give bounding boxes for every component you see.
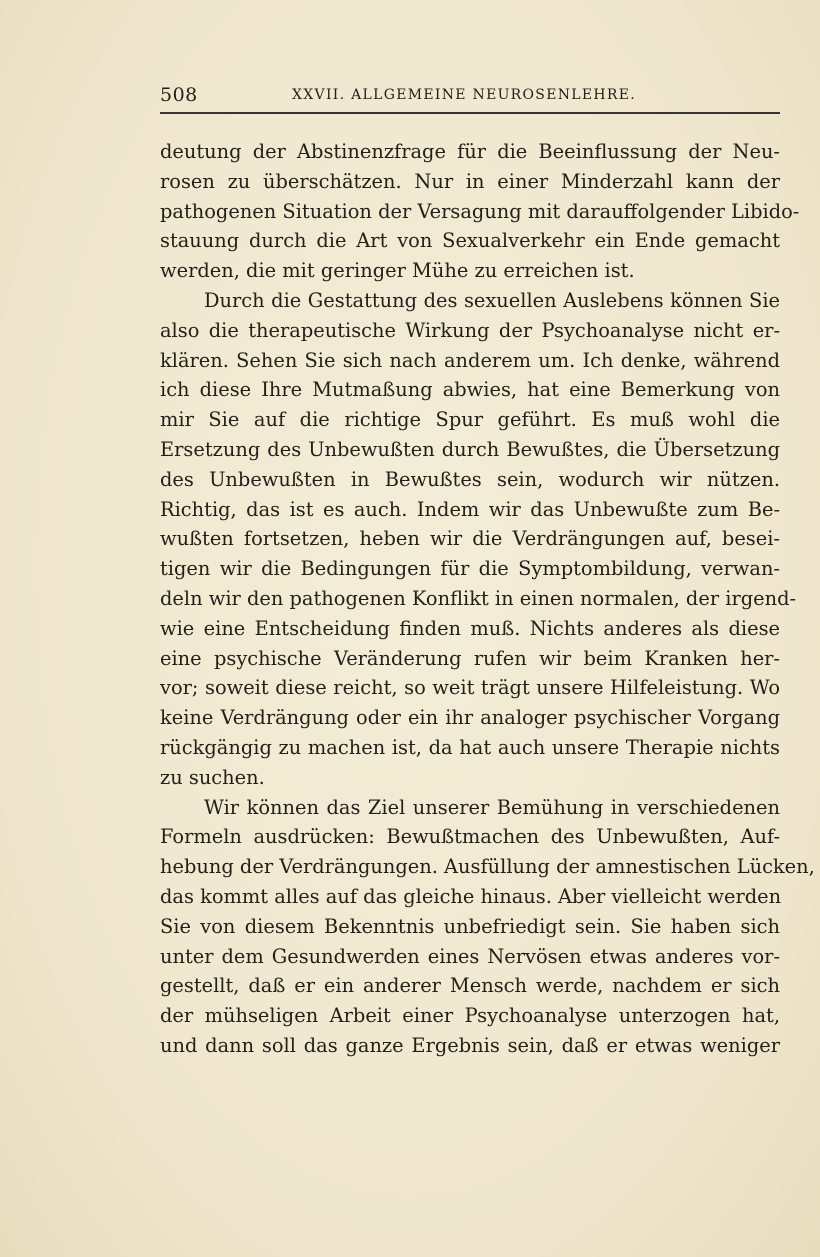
text-line: Ersetzung des Unbewußten durch Bewußtes, die Übersetzung <box>160 437 780 461</box>
text-line: mir Sie auf die richtige Spur geführt. Es muß wohl die <box>160 408 780 432</box>
text-line: stauung durch die Art von Sexualverkehr ein Ende gemacht <box>160 229 780 253</box>
text-line: tigen wir die Bedingungen für die Symptombildung, verwan- <box>160 557 780 581</box>
text-line: also die therapeutische Wirkung der Psychoanalyse nicht er- <box>160 318 780 342</box>
text-line: keine Verdrängung oder ein ihr analoger psychischer Vorgang <box>160 706 780 730</box>
text-line: werden, die mit geringer Mühe zu erreichen ist. <box>160 259 635 283</box>
text-line: der mühseligen Arbeit einer Psychoanalyse unterzogen hat, <box>160 1004 780 1028</box>
text-line: Richtig, das ist es auch. Indem wir das Unbewußte zum Be- <box>160 497 780 521</box>
text-line: eine psychische Veränderung rufen wir beim Kranken her- <box>160 646 780 670</box>
text-line: klären. Sehen Sie sich nach anderem um. Ich denke, während <box>160 348 780 372</box>
text-line: das kommt alles auf das gleiche hinaus. Aber vielleicht werden <box>160 884 782 908</box>
header-rule <box>160 112 780 114</box>
page-header <box>160 84 780 110</box>
body-text <box>160 137 815 1061</box>
text-line: ich diese Ihre Mutmaßung abwies, hat eine Bemerkung von <box>160 378 780 402</box>
text-line: hebung der Verdrängungen. Ausfüllung der amnestischen Lücken, <box>160 855 815 879</box>
text-line: wie eine Entscheidung finden muß. Nichts anderes als diese <box>160 616 780 640</box>
text-line: Sie von diesem Bekenntnis unbefriedigt sein. Sie haben sich <box>160 914 780 938</box>
text-line: pathogenen Situation der Versagung mit darauffolgender Libido- <box>160 199 800 223</box>
page-number: 508 <box>160 84 198 106</box>
text-line: wußten fortsetzen, heben wir die Verdrängungen auf, besei- <box>160 527 780 551</box>
text-line: Durch die Gestattung des sexuellen Auslebens können Sie <box>204 288 780 312</box>
text-line: und dann soll das ganze Ergebnis sein, daß er etwas weniger <box>160 1033 780 1057</box>
text-line: Wir können das Ziel unserer Bemühung in verschiedenen <box>204 795 780 819</box>
text-line: des Unbewußten in Bewußtes sein, wodurch wir nützen. <box>160 467 780 491</box>
text-line: unter dem Gesundwerden eines Nervösen etwas anderes vor- <box>160 944 780 968</box>
text-line: deutung der Abstinenzfrage für die Beeinflussung der Neu- <box>160 140 780 163</box>
running-head: XXVII. ALLGEMEINE NEUROSENLEHRE. <box>292 87 637 103</box>
text-line: zu suchen. <box>160 765 265 789</box>
text-line: deln wir den pathogenen Konflikt in einen normalen, der irgend- <box>160 586 797 610</box>
text-line: gestellt, daß er ein anderer Mensch werde, nachdem er sich <box>160 974 780 998</box>
text-line: rosen zu überschätzen. Nur in einer Minderzahl kann der <box>160 169 780 193</box>
text-line: rückgängig zu machen ist, da hat auch unsere Therapie nichts <box>160 735 780 759</box>
text-line: vor; soweit diese reicht, so weit trägt unsere Hilfeleistung. Wo <box>160 676 780 700</box>
text-line: Formeln ausdrücken: Bewußtmachen des Unbewußten, Auf- <box>160 825 780 849</box>
